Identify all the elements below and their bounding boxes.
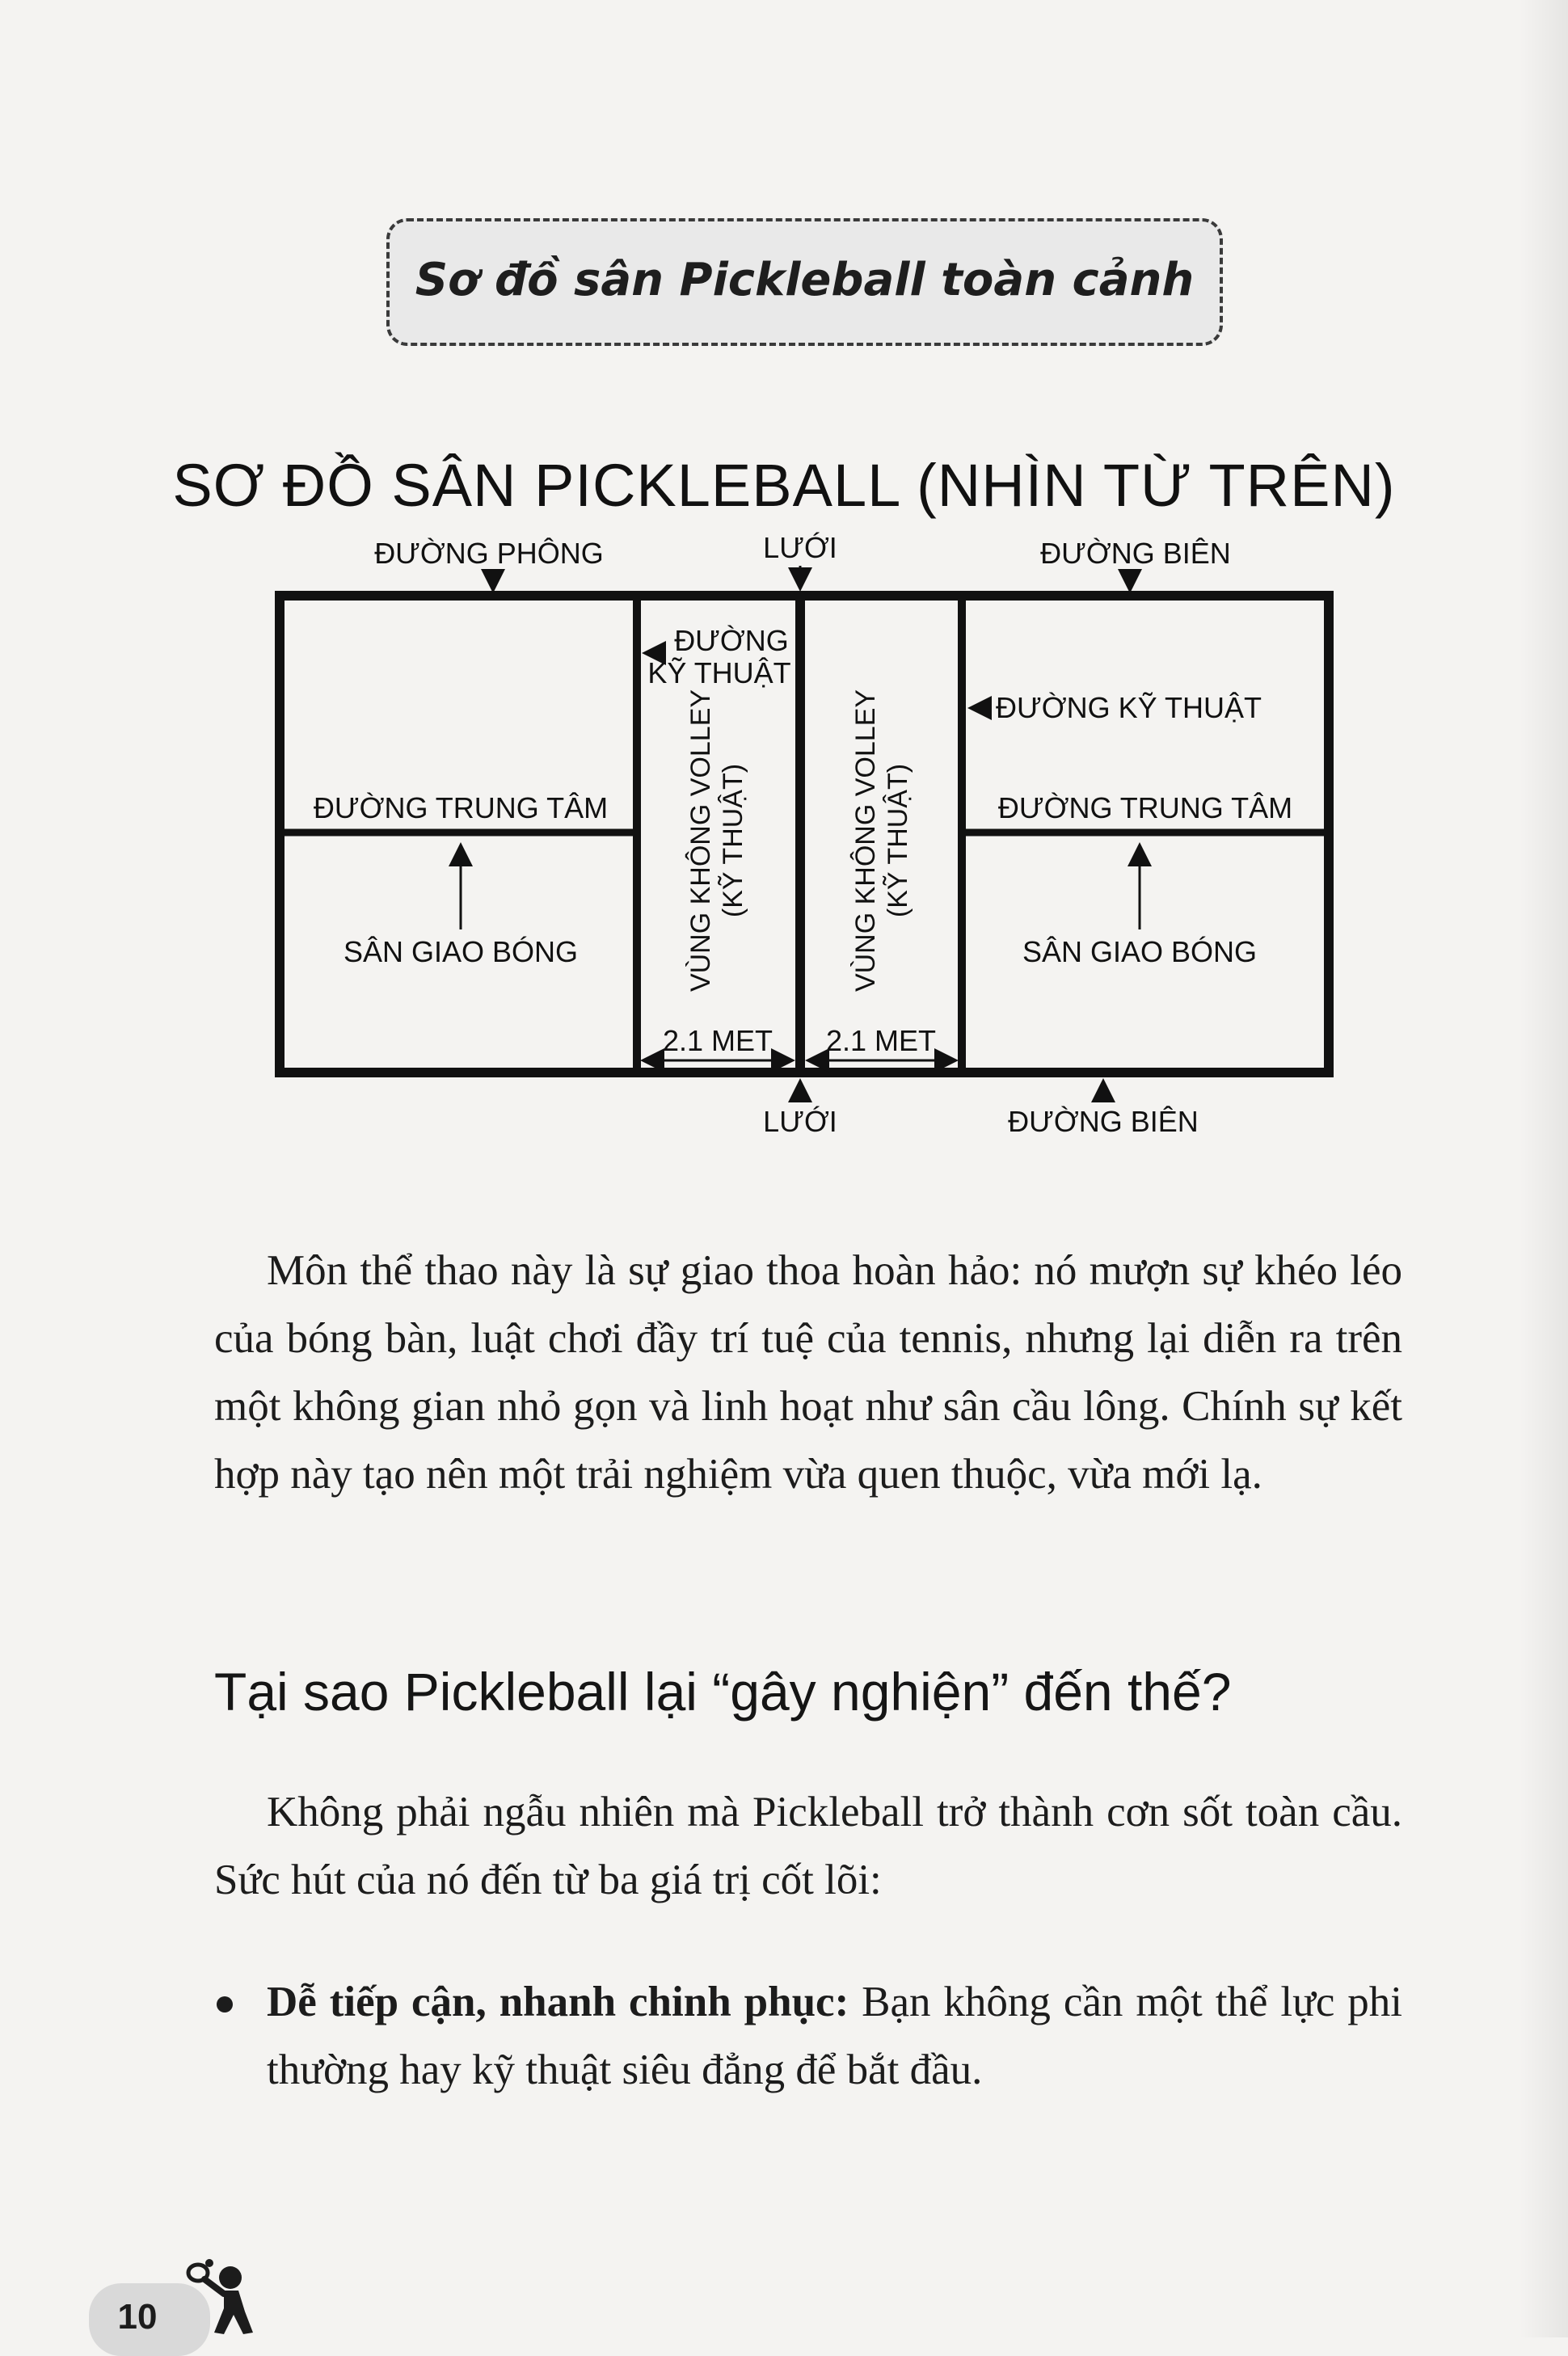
- diagram-title: SƠ ĐỒ SÂN PICKLEBALL (NHÌN TỪ TRÊN): [172, 452, 1396, 519]
- paragraph-1: Môn thể thao này là sự giao thoa hoàn hảo: nó mượn sự khéo léo của bóng bàn, luật chơi đầy trí tuệ của tennis, nhưng lại diễn ra trên một không gian nhỏ gọn và linh hoạt như sân cầu lông. Chính sự kết hợp này tạo nên một trải nghiệm vừa quen thuộc, vừa mới lạ.: [214, 1247, 1402, 1498]
- service-court-right-label: SÂN GIAO BÓNG: [1022, 935, 1258, 968]
- nvz-right-labels: [850, 689, 913, 992]
- nvz-left-labels: [685, 689, 748, 992]
- net-label-top: LƯỚI: [763, 531, 837, 564]
- service-court-left-label: SÂN GIAO BÓNG: [343, 935, 579, 968]
- section-label: Sơ đồ sân Pickleball toàn cảnh: [415, 254, 1195, 306]
- page-number: 10: [117, 2297, 158, 2337]
- bullet-item: [267, 1968, 1402, 2104]
- nvz-right-line2: (KỸ THUẬT): [883, 763, 913, 918]
- paragraph-2: Không phải ngẫu nhiên mà Pickleball trở thành cơn sốt toàn cầu. Sức hút của nó đến từ ba giá trị cốt lõi:: [214, 1789, 1402, 1903]
- nvz-width-right: 2.1 MET: [825, 1024, 937, 1057]
- nvz-width-left: 2.1 MET: [662, 1024, 773, 1057]
- centerline-right-label: ĐƯỜNG TRUNG TÂM: [997, 791, 1293, 824]
- baseline-label-top: ĐƯỜNG PHÔNG: [374, 537, 604, 570]
- kitchen-line-left-label-2: KỸ THUẬT: [647, 656, 791, 689]
- kitchen-line-right-label: ĐƯỜNG KỸ THUẬT: [996, 691, 1262, 724]
- bullet-dot: [217, 1996, 233, 2013]
- section-heading: Tại sao Pickleball lại “gây nghiện” đến thế?: [214, 1662, 1232, 1722]
- net-label-bottom: LƯỚI: [763, 1105, 837, 1138]
- pickleball-player-icon: [182, 2255, 263, 2337]
- bullet-text: Bạn không cần một thể lực phi thường hay kỹ thuật siêu đẳng để bắt đầu.: [267, 1979, 1402, 2093]
- centerline-left-label: ĐƯỜNG TRUNG TÂM: [313, 791, 609, 824]
- nvz-left-line2: (KỸ THUẬT): [718, 763, 748, 918]
- nvz-right-line1: VÙNG KHÔNG VOLLEY: [850, 689, 881, 993]
- sideline-label-top: ĐƯỜNG BIÊN: [1040, 537, 1231, 570]
- court-diagram: [0, 0, 1568, 1172]
- nvz-left-line1: VÙNG KHÔNG VOLLEY: [685, 689, 716, 993]
- bullet-lead: Dễ tiếp cận, nhanh chinh phục:: [267, 1979, 849, 2025]
- sideline-label-bottom: ĐƯỜNG BIÊN: [1008, 1105, 1199, 1138]
- kitchen-line-left-label-1: ĐƯỜNG: [674, 624, 789, 657]
